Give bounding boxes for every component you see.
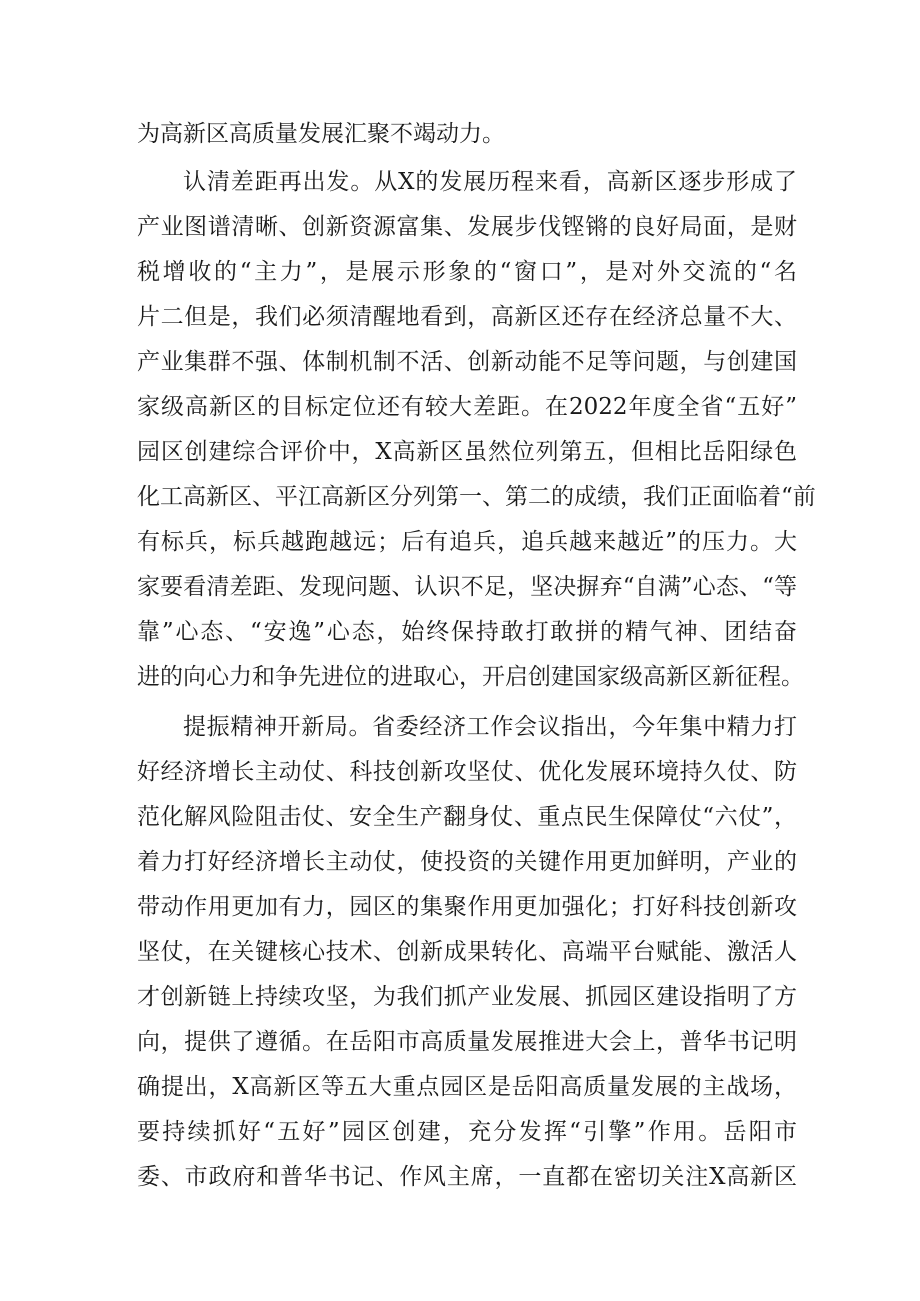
- paragraph-line: 有标兵，标兵越跑越远；后有追兵，追兵越来越近”的压力。大: [137, 529, 797, 555]
- paragraph-line: 坚仗，在关键核心技术、创新成果转化、高端平台赋能、激活人: [137, 939, 797, 965]
- paragraph-line: 范化解风险阻击仗、安全生产翻身仗、重点民生保障仗“六仗”，: [137, 804, 797, 830]
- paragraph-line: 产业集群不强、体制机制不活、创新动能不足等问题，与创建国: [137, 349, 797, 375]
- paragraph-line: 进的向心力和争先进位的进取心，开启创建国家级高新区新征程。: [137, 664, 804, 690]
- paragraph-line: 家级高新区的目标定位还有较大差距。在2022年度全省“五好”: [137, 394, 797, 420]
- paragraph-line: 好经济增长主动仗、科技创新攻坚仗、优化发展环境持久仗、防: [137, 759, 797, 785]
- paragraph-line: 家要看清差距、发现问题、认识不足，坚决摒弃“自满”心态、“等: [137, 574, 797, 600]
- paragraph-line: 才创新链上持续攻坚，为我们抓产业发展、抓园区建设指明了方: [137, 984, 797, 1010]
- paragraph-line: 化工高新区、平江高新区分列第一、第二的成绩，我们正面临着“前: [137, 484, 816, 510]
- paragraph-line: 确提出，X高新区等五大重点园区是岳阳高质量发展的主战场，: [137, 1074, 797, 1100]
- paragraph-line: 产业图谱清晰、创新资源富集、发展步伐铿锵的良好局面，是财: [137, 214, 797, 240]
- paragraph-line: 园区创建综合评价中，X高新区虽然位列第五，但相比岳阳绿色: [137, 439, 797, 465]
- paragraph-line: 片二但是，我们必须清醒地看到，高新区还存在经济总量不大、: [137, 304, 797, 330]
- paragraph-line: 向，提供了遵循。在岳阳市高质量发展推进大会上，普华书记明: [137, 1029, 797, 1055]
- paragraph-line: 提振精神开新局。省委经济工作会议指出，今年集中精力打: [183, 714, 797, 740]
- paragraph-line: 带动作用更加有力，园区的集聚作用更加强化；打好科技创新攻: [137, 894, 797, 920]
- paragraph-line: 委、市政府和普华书记、作风主席，一直都在密切关注X高新区: [137, 1164, 797, 1190]
- paragraph-line: 要持续抓好“五好”园区创建，充分发挥“引擎”作用。岳阳市: [137, 1119, 797, 1145]
- paragraph-line: 靠”心态、“安逸”心态，始终保持敢打敢拼的精气神、团结奋: [137, 619, 797, 645]
- paragraph-line: 税增收的“主力”，是展示形象的“窗口”，是对外交流的“名: [137, 259, 797, 285]
- paragraph-line: 认清差距再出发。从X的发展历程来看，高新区逐步形成了: [183, 169, 797, 195]
- paragraph-line: 为高新区高质量发展汇聚不竭动力。: [137, 121, 505, 147]
- paragraph-line: 着力打好经济增长主动仗，使投资的关键作用更加鲜明，产业的: [137, 849, 797, 875]
